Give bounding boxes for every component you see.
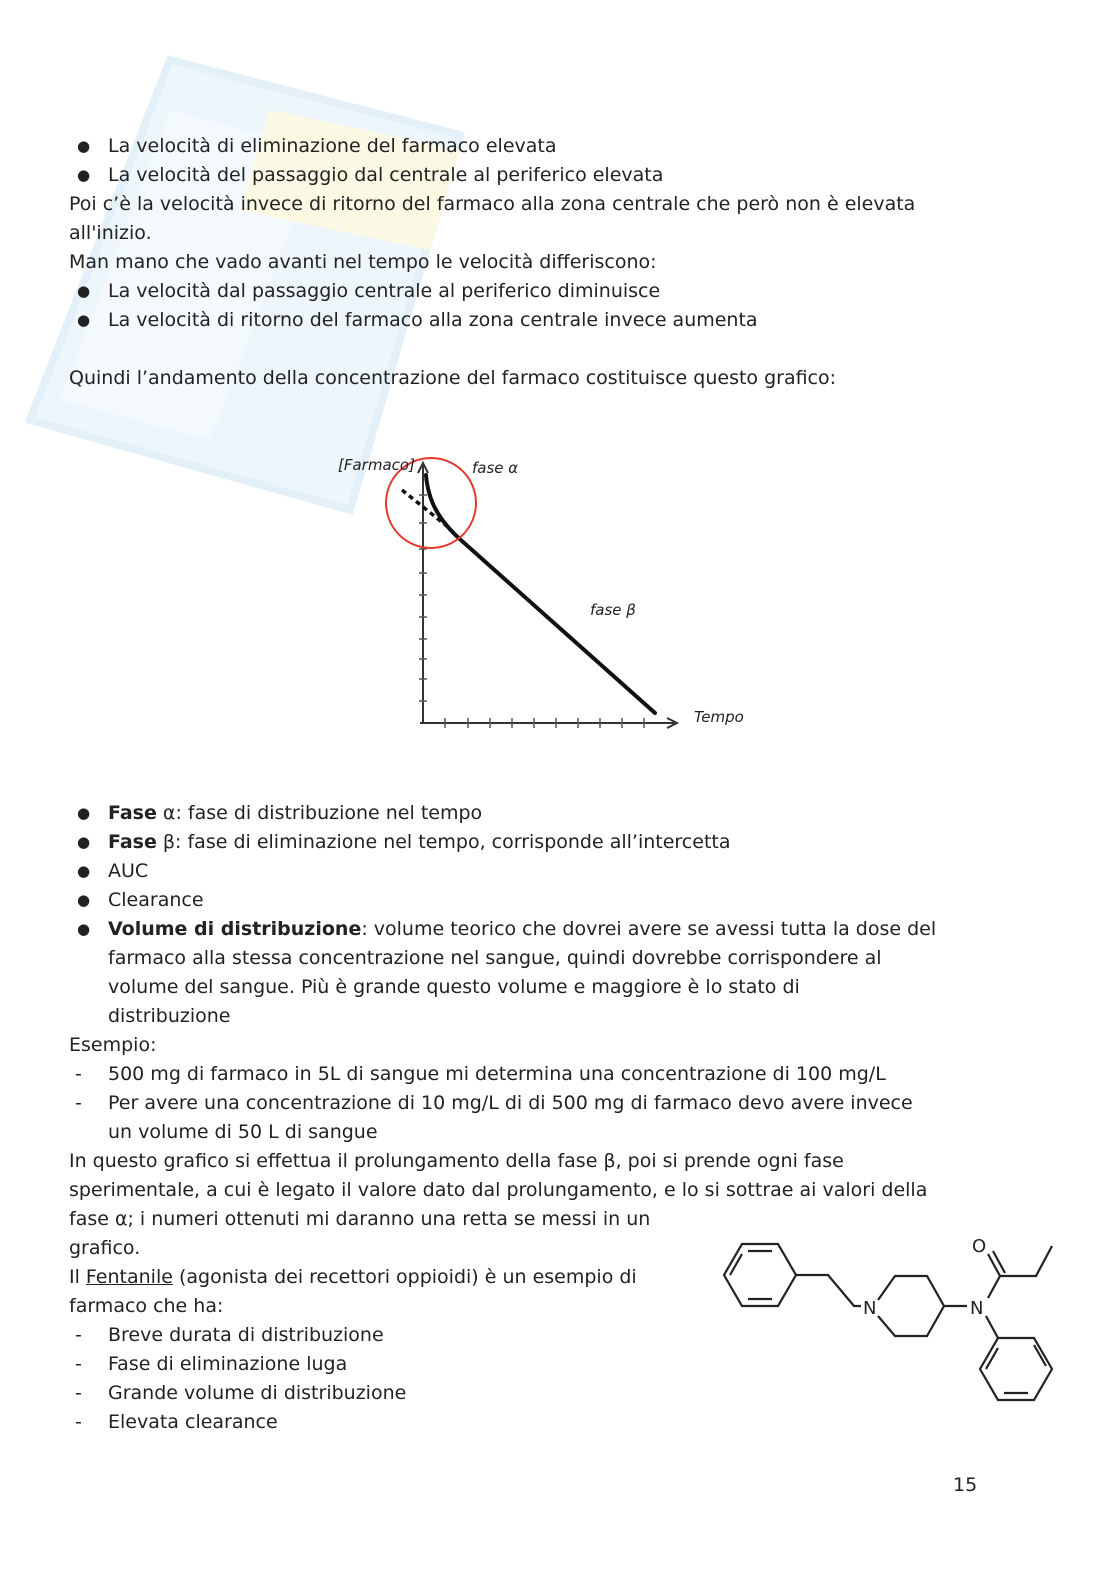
dash-marker: - <box>75 1324 82 1346</box>
list-item-text: Clearance <box>108 889 204 911</box>
list-item-text <box>108 828 731 857</box>
text-span: Il <box>69 1266 86 1288</box>
list-item-text: farmaco alla stessa concentrazione nel sangue, quindi dovrebbe corrispondere al <box>108 947 882 969</box>
concentration-curve <box>426 475 655 713</box>
term-definition: β: fase di eliminazione nel tempo, corrisponde all’intercetta <box>156 831 731 853</box>
list-item-text: un volume di 50 L di sangue <box>108 1121 378 1143</box>
list-item-text <box>108 915 936 944</box>
benzene-ring-left <box>724 1244 796 1306</box>
list-item-text: La velocità di eliminazione del farmaco elevata <box>108 135 557 157</box>
paragraph-line: In questo grafico si effettua il prolungamento della fase β, poi si prende ogni fase <box>69 1150 844 1172</box>
paragraph-line <box>69 1263 637 1292</box>
dash-marker: - <box>75 1092 82 1114</box>
bullet-icon: ● <box>77 137 91 155</box>
bullet-icon: ● <box>77 166 91 184</box>
paragraph-line: Man mano che vado avanti nel tempo le velocità differiscono: <box>69 251 657 273</box>
beta-phase-label: fase β <box>590 601 636 619</box>
paragraph-line: Poi c’è la velocità invece di ritorno del farmaco alla zona centrale che però non è elevata <box>69 193 916 215</box>
term-bold: Fase <box>108 831 157 853</box>
bullet-icon: ● <box>77 282 91 300</box>
list-item-text: Elevata clearance <box>108 1411 278 1433</box>
text-span: (agonista dei recettori oppioidi) è un esempio di <box>172 1266 637 1288</box>
list-item-text: distribuzione <box>108 1005 231 1027</box>
list-item-text: La velocità di ritorno del farmaco alla zona centrale invece aumenta <box>108 309 758 331</box>
bullet-icon: ● <box>77 920 91 938</box>
list-item-text: La velocità dal passaggio centrale al periferico diminuisce <box>108 280 661 302</box>
list-item-text: Per avere una concentrazione di 10 mg/L di di 500 mg di farmaco devo avere invece <box>108 1092 913 1114</box>
list-item-text: La velocità del passaggio dal centrale al periferico elevata <box>108 164 664 186</box>
page-number: 15 <box>953 1474 978 1496</box>
bullet-icon: ● <box>77 804 91 822</box>
nitrogen-atom-label: N <box>970 1298 984 1319</box>
paragraph-line: Esempio: <box>69 1034 157 1056</box>
bullet-icon: ● <box>77 862 91 880</box>
paragraph-line: sperimentale, a cui è legato il valore dato dal prolungamento, e lo si sottrae ai valori della <box>69 1179 928 1201</box>
fentanyl-structure <box>700 1232 1070 1412</box>
dash-marker: - <box>75 1411 82 1433</box>
term-definition: α: fase di distribuzione nel tempo <box>156 802 483 824</box>
paragraph-line: grafico. <box>69 1237 141 1259</box>
list-item-text: Breve durata di distribuzione <box>108 1324 384 1346</box>
list-item-text: Fase di eliminazione luga <box>108 1353 348 1375</box>
paragraph-line: all'inizio. <box>69 222 152 244</box>
term-bold: Fase <box>108 802 157 824</box>
paragraph-line: Quindi l’andamento della concentrazione del farmaco costituisce questo grafico: <box>69 367 837 389</box>
fentanyl-link[interactable]: Fentanile <box>85 1266 173 1288</box>
alpha-phase-label: fase α <box>472 459 519 477</box>
paragraph-line: fase α; i numeri ottenuti mi daranno una retta se messi in un <box>69 1208 651 1230</box>
dash-marker: - <box>75 1353 82 1375</box>
dash-marker: - <box>75 1382 82 1404</box>
list-item-text: AUC <box>108 860 149 882</box>
list-item-text: Grande volume di distribuzione <box>108 1382 407 1404</box>
x-axis-label: Tempo <box>694 708 744 726</box>
bullet-icon: ● <box>77 311 91 329</box>
nitrogen-atom-label: N <box>863 1298 877 1319</box>
list-item-text: volume del sangue. Più è grande questo volume e maggiore è lo stato di <box>108 976 800 998</box>
list-item-text <box>108 799 482 828</box>
oxygen-atom-label: O <box>972 1236 987 1257</box>
term-bold: Volume di distribuzione <box>108 918 362 940</box>
list-item-text: 500 mg di farmaco in 5L di sangue mi determina una concentrazione di 100 mg/L <box>108 1063 886 1085</box>
concentration-graph <box>330 445 760 745</box>
dash-marker: - <box>75 1063 82 1085</box>
term-definition: : volume teorico che dovrei avere se avessi tutta la dose del <box>361 918 937 940</box>
benzene-ring-bottom <box>980 1338 1052 1400</box>
y-axis-label: [Farmaco] <box>338 456 415 474</box>
bullet-icon: ● <box>77 891 91 909</box>
paragraph-line: farmaco che ha: <box>69 1295 224 1317</box>
bullet-icon: ● <box>77 833 91 851</box>
